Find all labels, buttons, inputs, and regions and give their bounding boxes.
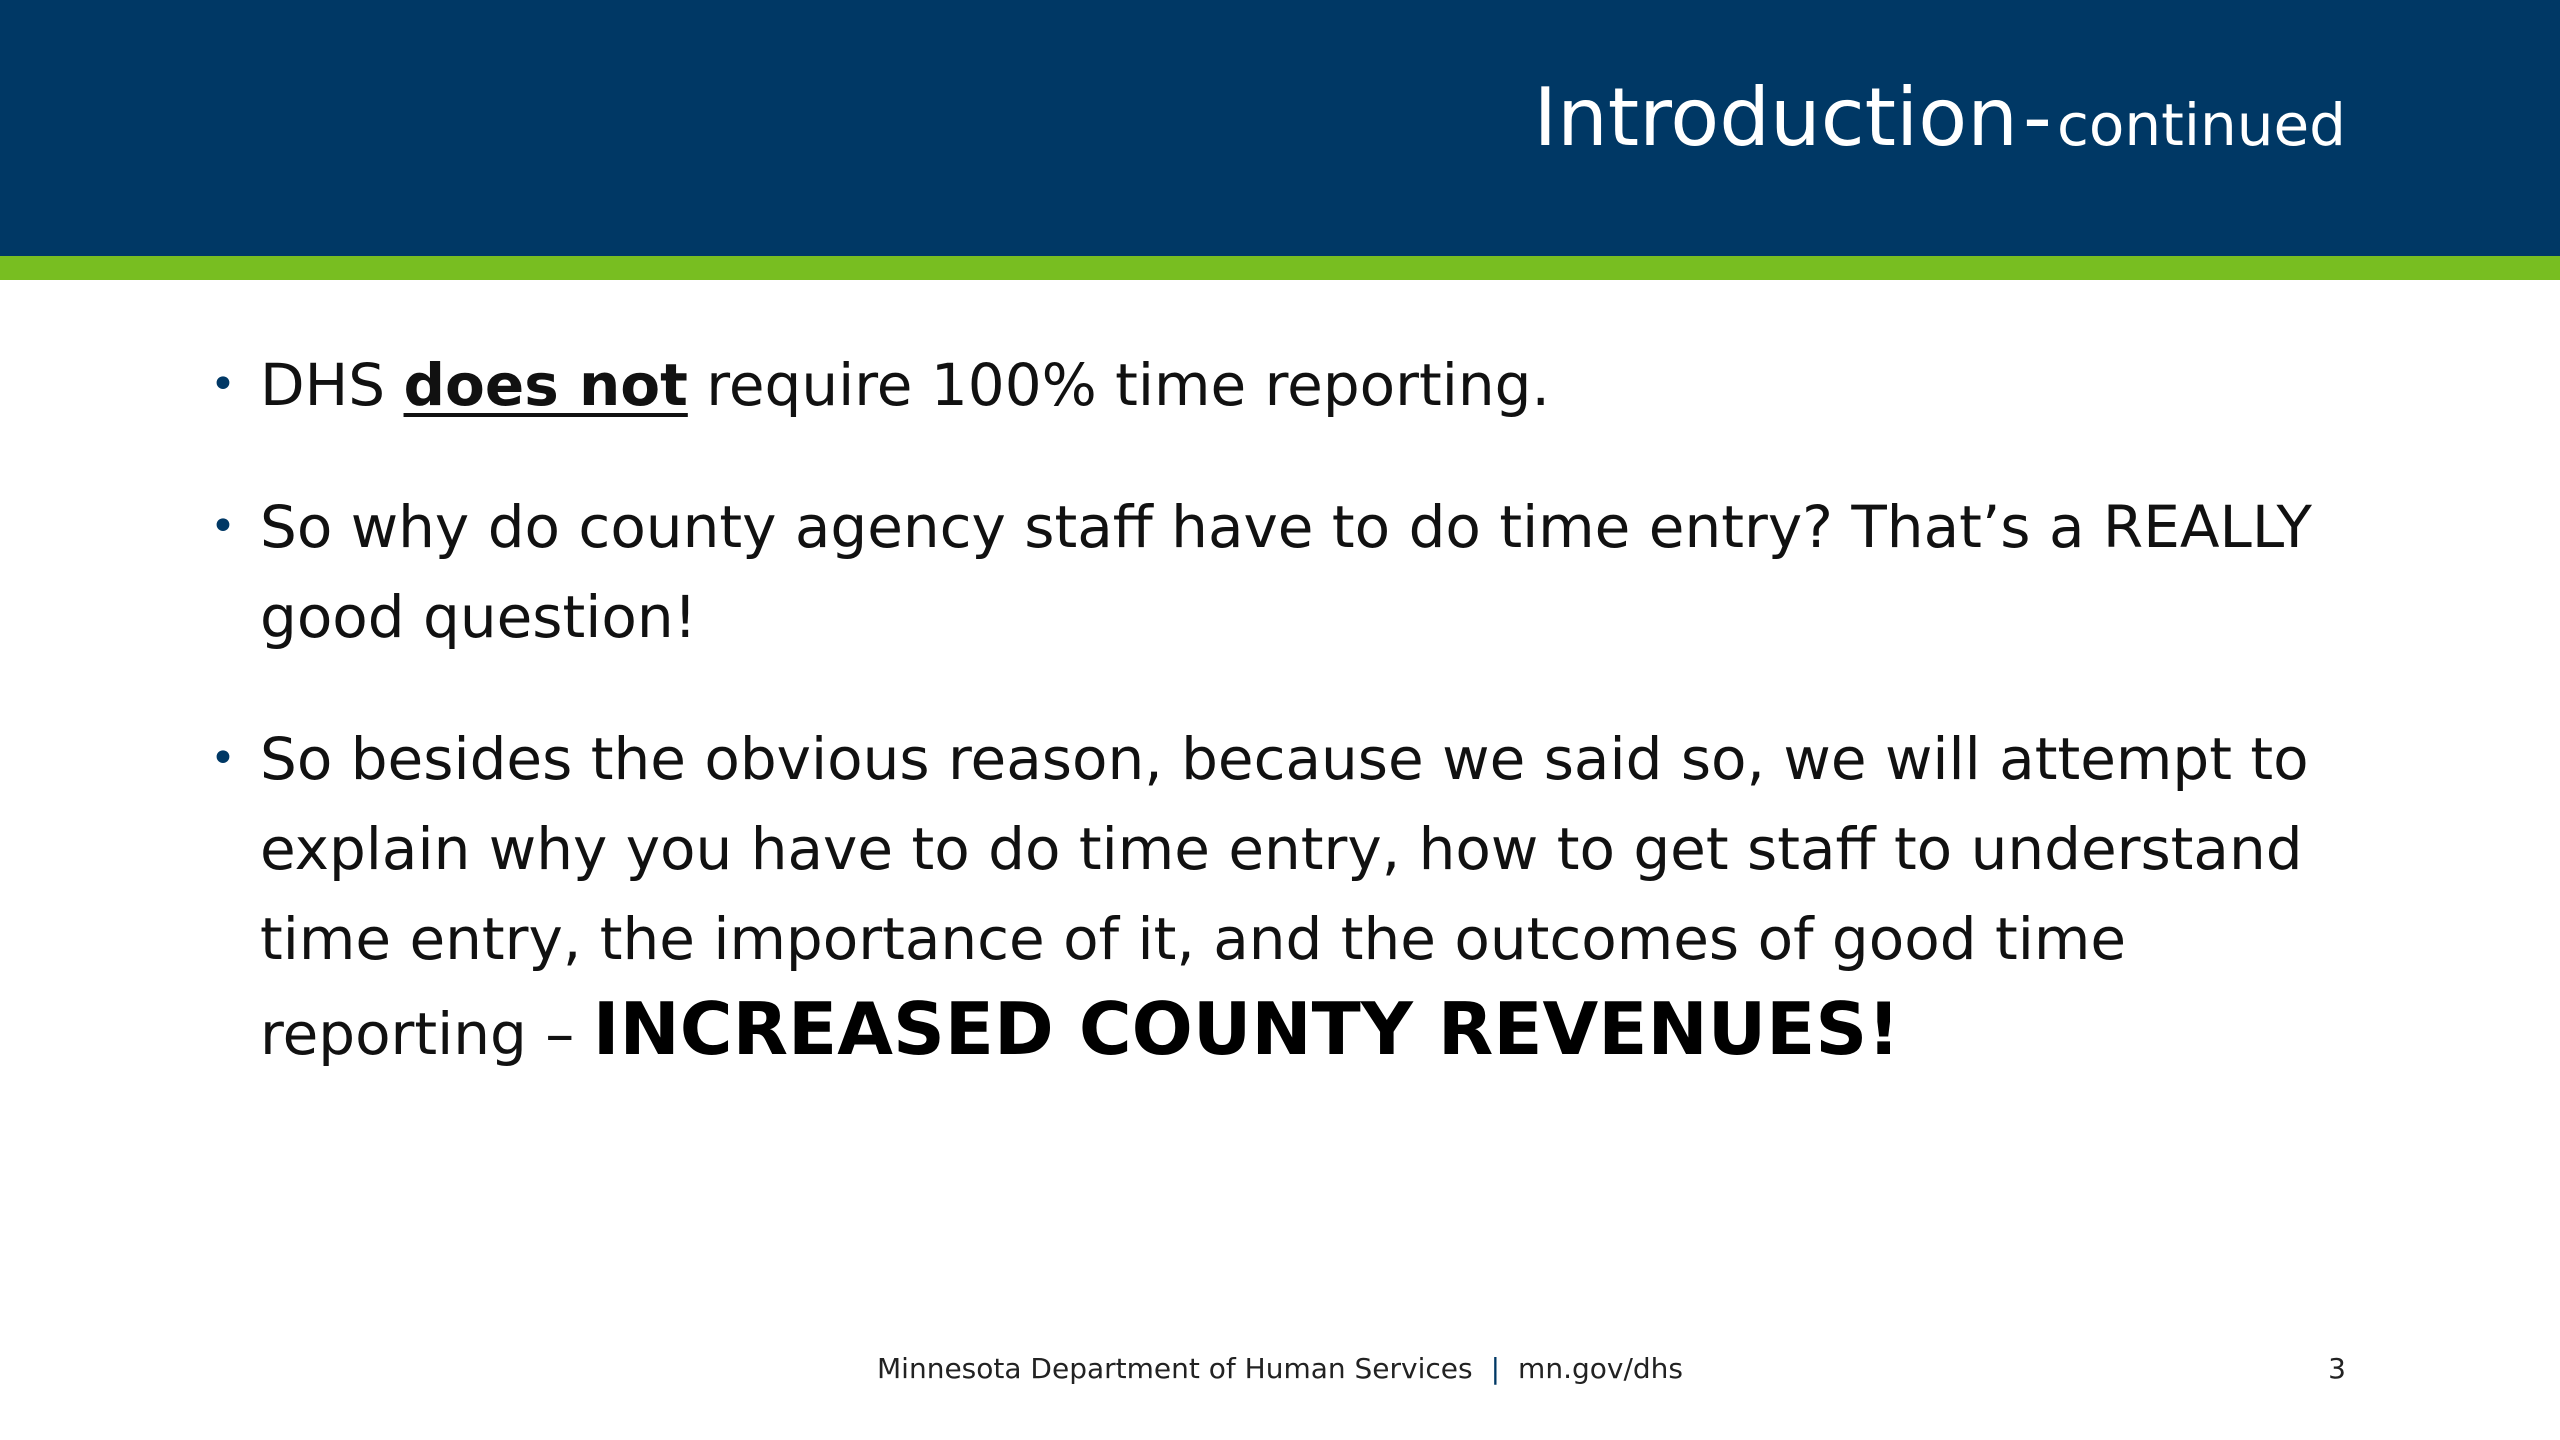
bullet-item-2: [206, 482, 2326, 662]
title-subtitle: continued: [2056, 91, 2346, 159]
title-main: Introduction: [1533, 71, 2018, 164]
footer-organization: Minnesota Department of Human Services: [877, 1352, 1473, 1385]
bullet-1-pre: DHS: [260, 351, 404, 419]
bullet-3-text: So besides the obvious reason, because we said so, we will attempt to explain why you have to do time entry, how to get staff to understand time entry, the importance of it, and the outcomes of good time reporting –: [260, 725, 2309, 1068]
bullet-3-highlight: INCREASED COUNTY REVENUES!: [592, 987, 1901, 1071]
bullet-item-3: [206, 714, 2326, 1079]
bullet-1-emphasis: does not: [403, 351, 688, 419]
title-banner: [0, 0, 2560, 256]
page-number: 3: [2328, 1352, 2346, 1385]
accent-bar: [0, 256, 2560, 280]
footer-website: mn.gov/dhs: [1518, 1352, 1683, 1385]
title-separator: -: [2023, 71, 2052, 164]
bullet-item-1: [206, 340, 2326, 430]
bullet-list: [206, 340, 2326, 1131]
footer: [0, 1352, 2560, 1385]
bullet-icon: •: [210, 359, 236, 410]
bullet-1-post: require 100% time reporting.: [687, 351, 1550, 419]
footer-separator: |: [1490, 1352, 1501, 1385]
bullet-icon: •: [210, 733, 236, 784]
slide-title: [1533, 71, 2346, 164]
bullet-icon: •: [210, 501, 236, 552]
bullet-2-text: So why do county agency staff have to do time entry? That’s a REALLY good question!: [260, 493, 2312, 651]
